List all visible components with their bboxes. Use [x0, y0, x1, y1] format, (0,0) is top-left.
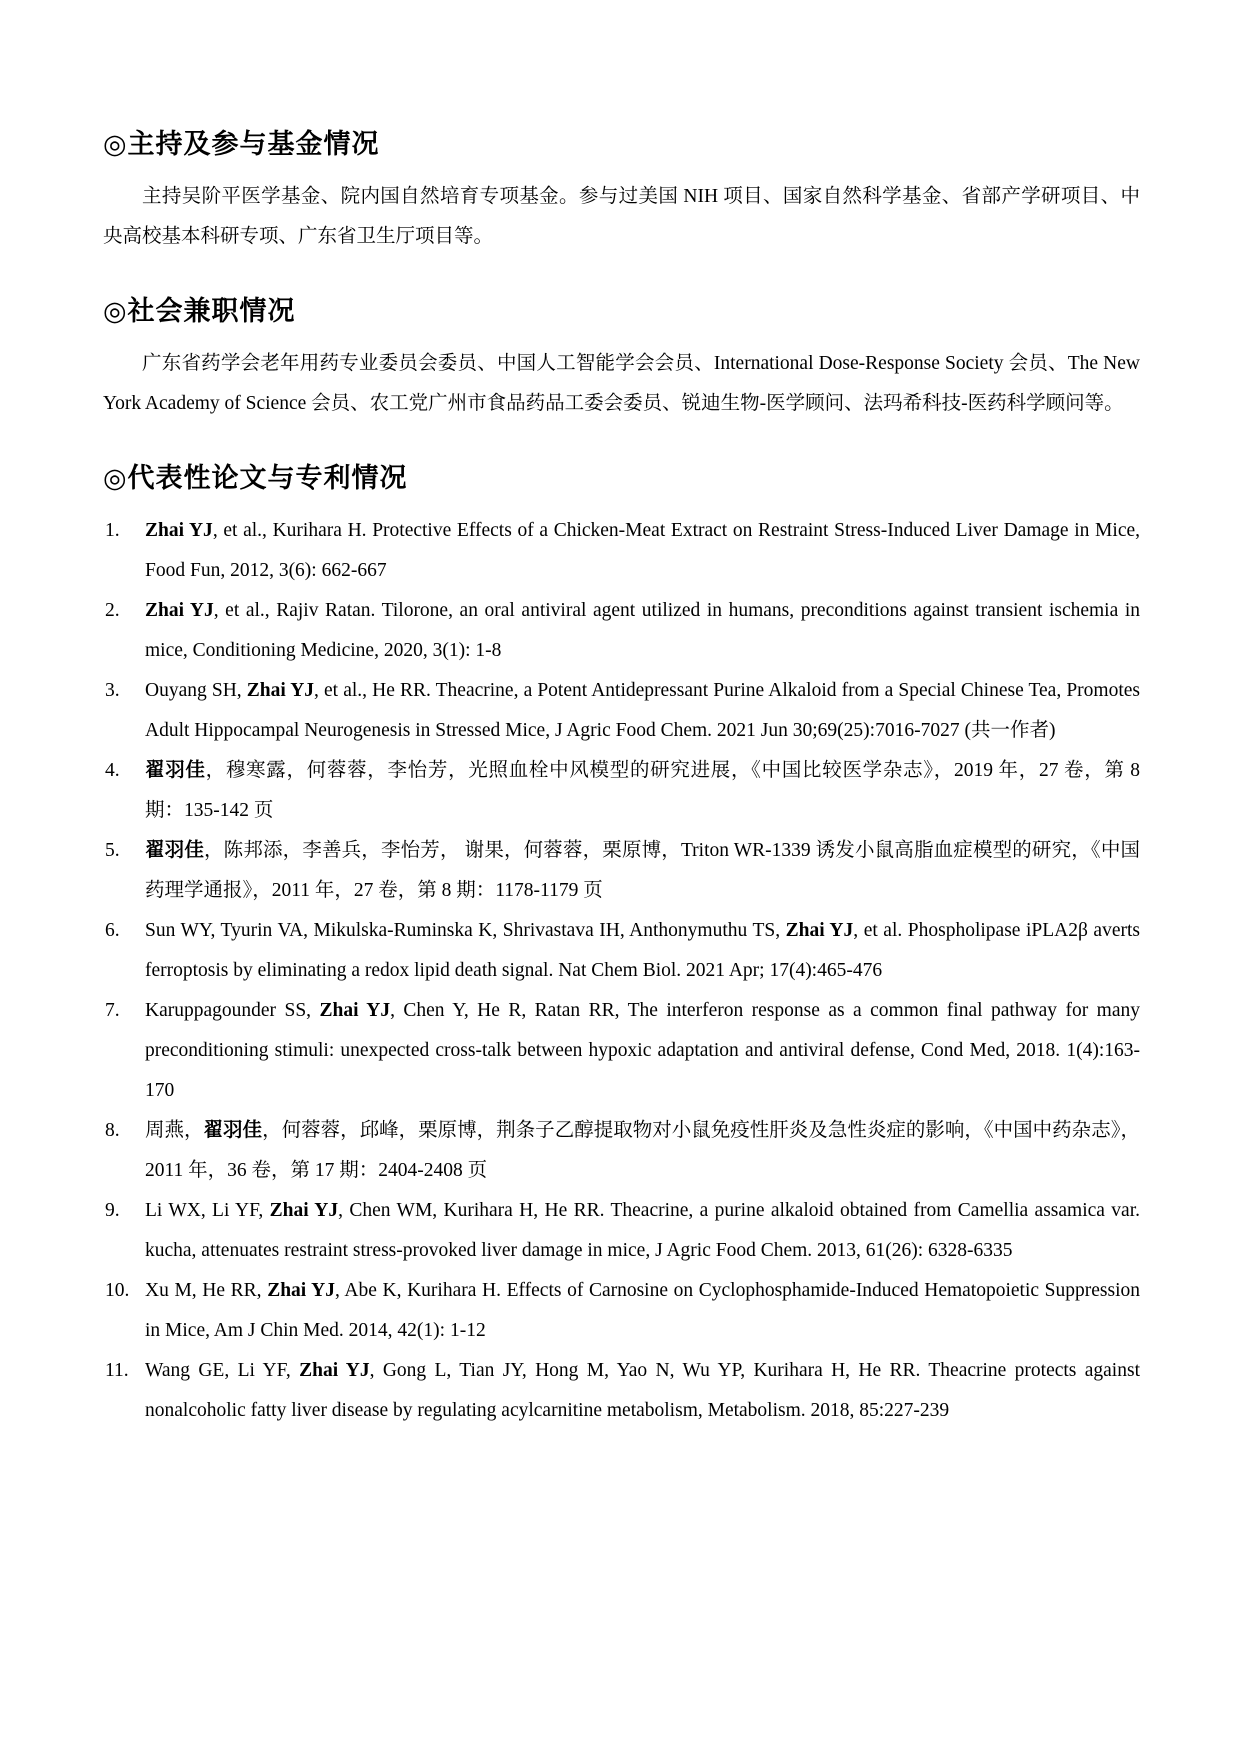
publication-text — [145, 1280, 1140, 1341]
publication-number: 11. — [105, 1360, 129, 1381]
publication-text-segment: ，何蓉蓉，邱峰，栗原博，荆条子乙醇提取物对小鼠免疫性肝炎及急性炎症的影响，《中国中药杂志》，2011 年，36 卷，第 17 期：2404-2408 页 — [145, 1120, 1140, 1181]
publication-text — [145, 840, 1140, 901]
highlighted-author-name: Zhai YJ — [785, 920, 854, 941]
publication-item — [103, 831, 1140, 911]
section-funding — [103, 122, 1140, 257]
publication-number: 3. — [105, 680, 120, 701]
publication-text — [145, 600, 1140, 661]
highlighted-author-name: Zhai YJ — [246, 680, 315, 701]
publication-number: 5. — [105, 840, 120, 861]
highlighted-author-name: Zhai YJ — [145, 520, 213, 541]
highlighted-author-name: Zhai YJ — [145, 600, 214, 621]
publication-item — [103, 671, 1140, 751]
publication-text-segment: , Chen WM, Kurihara H, He RR. Theacrine, a purine alkaloid obtained from Camellia assamica var. kucha, attenuates restraint stress-provoked liver damage in mice, J Agric Food Chem. 2013, 61(26): 6328-6335 — [145, 1200, 1140, 1261]
publication-text — [145, 1360, 1140, 1421]
publication-item — [103, 511, 1140, 591]
publication-text-segment: ，穆寒露，何蓉蓉，李怡芳，光照血栓中风模型的研究进展，《中国比较医学杂志》，2019 年，27 卷，第 8 期：135-142 页 — [145, 760, 1140, 821]
publication-item — [103, 1351, 1140, 1431]
publication-text-segment: , Abe K, Kurihara H. Effects of Carnosine on Cyclophosphamide-Induced Hematopoietic Suppression in Mice, Am J Chin Med. 2014, 42(1): 1-12 — [145, 1280, 1141, 1341]
funding-paragraph: 主持吴阶平医学基金、院内国自然培育专项基金。参与过美国 NIH 项目、国家自然科学基金、省部产学研项目、中央高校基本科研专项、广东省卫生厅项目等。 — [103, 186, 1140, 247]
publication-number: 10. — [105, 1280, 130, 1301]
publication-number: 6. — [105, 920, 120, 941]
publication-list — [103, 511, 1140, 1431]
publication-item — [103, 911, 1140, 991]
section-publications — [103, 456, 1140, 1431]
highlighted-author-name: 翟羽佳 — [145, 760, 206, 781]
section-heading-publications: ◎代表性论文与专利情况 — [103, 463, 408, 493]
publication-text-segment: 周燕， — [145, 1120, 204, 1141]
publication-number: 9. — [105, 1200, 120, 1221]
highlighted-author-name: 翟羽佳 — [145, 840, 204, 861]
publication-text — [145, 1120, 1140, 1181]
publication-text — [145, 680, 1140, 741]
publication-item — [103, 1191, 1140, 1271]
highlighted-author-name: Zhai YJ — [267, 1280, 335, 1301]
publication-text-segment: , et al. Phospholipase iPLA2β averts ferroptosis by eliminating a redox lipid death signal. Nat Chem Biol. 2021 Apr; 17(4):465-476 — [145, 920, 1140, 981]
publication-text — [145, 520, 1140, 581]
section-social-positions — [103, 289, 1140, 424]
publication-number: 2. — [105, 600, 120, 621]
publication-text — [145, 1000, 1140, 1101]
publication-number: 4. — [105, 760, 120, 781]
publication-text-segment: Li WX, Li YF, — [145, 1200, 270, 1221]
highlighted-author-name: 翟羽佳 — [203, 1120, 263, 1141]
publication-text-segment: Wang GE, Li YF, — [145, 1360, 300, 1381]
publication-number: 1. — [105, 520, 120, 541]
publication-number: 7. — [105, 1000, 120, 1021]
publication-item — [103, 751, 1140, 831]
publication-text-segment: Ouyang SH, — [145, 680, 247, 701]
publication-text — [145, 1200, 1140, 1261]
publication-item — [103, 1271, 1140, 1351]
publication-item — [103, 1111, 1140, 1191]
publication-text-segment: , Chen Y, He R, Ratan RR, The interferon response as a common final pathway for many preconditioning stimuli: unexpected cross-talk between hypoxic adaptation and antiviral defense, Cond Med, 2018. 1(4):163-170 — [145, 1000, 1140, 1101]
section-heading-social-positions: ◎社会兼职情况 — [103, 296, 296, 326]
publication-text-segment: , et al., He RR. Theacrine, a Potent Antidepressant Purine Alkaloid from a Special Chinese Tea, Promotes Adult Hippocampal Neurogenesis in Stressed Mice, J Agric Food Chem. 2021 Jun 30;69(25):7016-7027 (共一作者) — [145, 680, 1140, 741]
publication-text-segment: Karuppagounder SS, — [145, 1000, 320, 1021]
publication-text — [145, 760, 1140, 821]
highlighted-author-name: Zhai YJ — [319, 1000, 391, 1021]
publication-item — [103, 591, 1140, 671]
publication-text-segment: , et al., Rajiv Ratan. Tilorone, an oral antiviral agent utilized in humans, preconditions against transient ischemia in mice, Conditioning Medicine, 2020, 3(1): 1-8 — [145, 600, 1140, 661]
publication-text-segment: , et al., Kurihara H. Protective Effects of a Chicken-Meat Extract on Restraint Stress-Induced Liver Damage in Mice, Food Fun, 2012, 3(6): 662-667 — [145, 520, 1140, 581]
section-heading-funding: ◎主持及参与基金情况 — [103, 129, 380, 159]
publication-text-segment: Xu M, He RR, — [145, 1280, 268, 1301]
publication-text — [145, 920, 1140, 981]
highlighted-author-name: Zhai YJ — [299, 1360, 370, 1381]
publication-text-segment: ，陈邦添，李善兵，李怡芳， 谢果，何蓉蓉，栗原博，Triton WR-1339 诱发小鼠高脂血症模型的研究，《中国药理学通报》，2011 年，27 卷，第 8 期：1178-1179 页 — [145, 840, 1140, 901]
publication-number: 8. — [105, 1120, 120, 1141]
social-positions-paragraph: 广东省药学会老年用药专业委员会委员、中国人工智能学会会员、International Dose-Response Society 会员、The New York Academy of Science 会员、农工党广州市食品药品工委会委员、锐迪生物-医学顾问、法玛希科技-医药科学顾问等。 — [103, 353, 1140, 414]
publication-text-segment: Sun WY, Tyurin VA, Mikulska-Ruminska K, Shrivastava IH, Anthonymuthu TS, — [145, 920, 786, 941]
highlighted-author-name: Zhai YJ — [269, 1200, 339, 1221]
publication-text-segment: , Gong L, Tian JY, Hong M, Yao N, Wu YP, Kurihara H, He RR. Theacrine protects against nonalcoholic fatty liver disease by regulating acylcarnitine metabolism, Metabolism. 2018, 85:227-239 — [145, 1360, 1140, 1421]
publication-item — [103, 991, 1140, 1111]
